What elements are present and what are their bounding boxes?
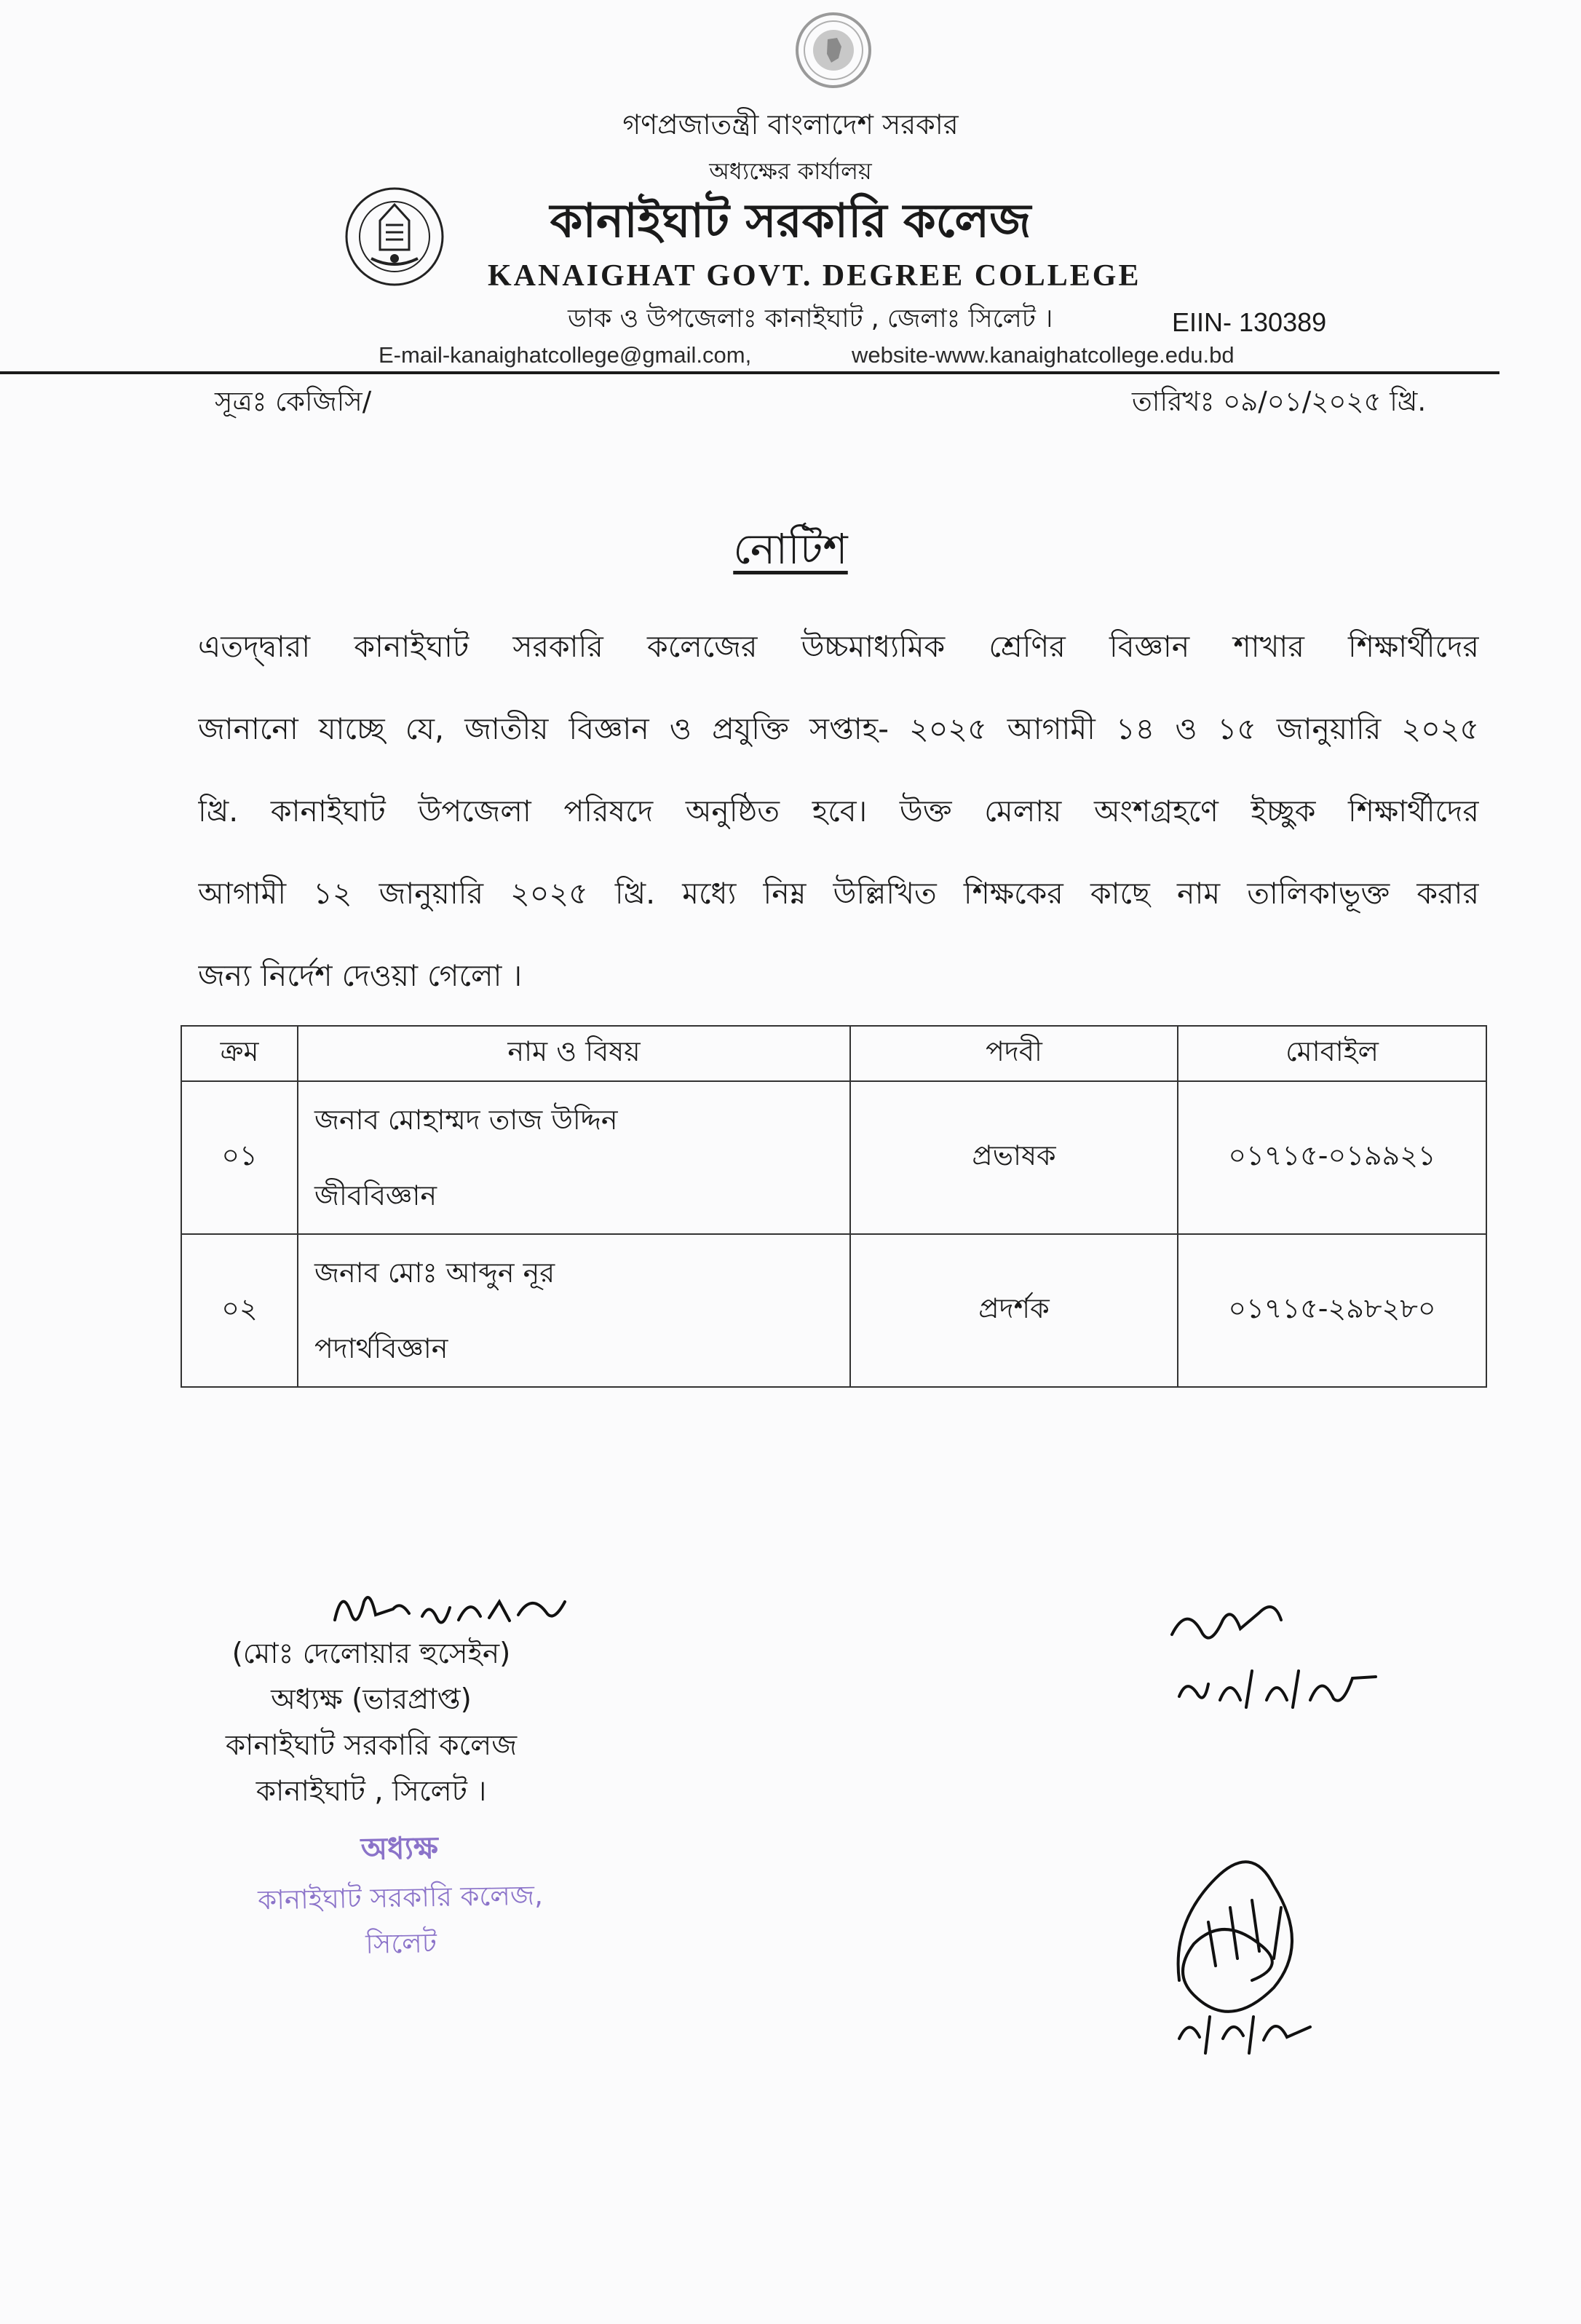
principal-signature (328, 1580, 575, 1638)
teacher-subject: জীববিজ্ঞান (314, 1179, 437, 1212)
notice-line: জন্য নির্দেশ দেওয়া গেলো । (198, 958, 523, 993)
college-name-bangla: কানাইঘাট সরকারি কলেজ (550, 194, 1031, 248)
header-name-subject: নাম ও বিষয় (298, 1026, 850, 1081)
eiin-number: EIIN- 130389 (1172, 307, 1327, 337)
teacher-table (181, 1025, 1487, 1388)
government-line: গণপ্রজাতন্ত্রী বাংলাদেশ সরকার (622, 108, 959, 141)
table-row (181, 1081, 1486, 1234)
notice-date: তারিখঃ ০৯/০১/২০২৫ খ্রি. (1132, 386, 1427, 417)
notice-line: আগামী ১২ জানুয়ারি ২০২৫ খ্রি. মধ্যে নিম্ন উল্লিখিত শিক্ষকের কাছে নাম তালিকাভূক্ত করার (198, 876, 1479, 911)
table-row (181, 1234, 1486, 1387)
header-mobile: মোবাইল (1178, 1026, 1486, 1081)
table-header-row (181, 1026, 1486, 1081)
signatory-block (189, 1631, 553, 1814)
reference-number: সূত্রঃ কেজিসি/ (215, 386, 372, 417)
countersignature-initials (1165, 1591, 1405, 1715)
notice-line: জানানো যাচ্ছে যে, জাতীয় বিজ্ঞান ও প্রযুক্তি সপ্তাহ- ২০২৫ আগামী ১৪ ও ১৫ জানুয়ারি ২০২৫ (198, 711, 1479, 746)
header-designation: পদবী (850, 1026, 1178, 1081)
notice-line: খ্রি. কানাইঘাট উপজেলা পরিষদে অনুষ্ঠিত হবে। উক্ত মেলায় অংশগ্রহণে ইচ্ছুক শিক্ষার্থীদের (198, 794, 1479, 829)
mobile-cell: ০১৭১৫-২৯৮২৮০ (1178, 1234, 1486, 1387)
stamp-title: অধ্যক্ষ (360, 1830, 439, 1867)
countersignature-scribble (1165, 1835, 1332, 2060)
college-address: ডাক ও উপজেলাঃ কানাইঘাট , জেলাঃ সিলেট । (568, 304, 1053, 333)
teacher-name: জনাব মোঃ আব্দুন নূর (314, 1257, 555, 1289)
signatory-title: অধ্যক্ষ (ভারপ্রাপ্ত) (271, 1683, 472, 1716)
signatory-place: কানাইঘাট , সিলেট । (255, 1775, 487, 1808)
name-subject-cell (298, 1081, 850, 1234)
notice-line: এতদ্দ্বারা কানাইঘাট সরকারি কলেজের উচ্চমাধ্যমিক শ্রেণির বিজ্ঞান শাখার শিক্ষার্থীদের (198, 629, 1479, 664)
college-website: website-www.kanaighatcollege.edu.bd (852, 342, 1235, 368)
college-email: E-mail-kanaighatcollege@gmail.com, (379, 342, 752, 368)
principal-stamp (217, 1822, 583, 1972)
name-subject-cell (298, 1234, 850, 1387)
stamp-college: কানাইঘাট সরকারি কলেজ, সিলেট (257, 1879, 544, 1960)
office-line: অধ্যক্ষের কার্যালয় (709, 157, 872, 185)
designation-cell: প্রদর্শক (850, 1234, 1178, 1387)
notice-title: নোটিশ (733, 524, 848, 574)
signatory-name: (মোঃ দেলোয়ার হুসেইন) (231, 1637, 511, 1670)
header-divider (0, 371, 1499, 374)
header-serial: ক্রম (181, 1026, 298, 1081)
teacher-subject: পদার্থবিজ্ঞান (314, 1332, 448, 1364)
college-name-english: KANAIGHAT GOVT. DEGREE COLLEGE (488, 259, 1141, 293)
government-seal-icon (793, 10, 873, 90)
mobile-cell: ০১৭১৫-০১৯৯২১ (1178, 1081, 1486, 1234)
teacher-name: জনাব মোহাম্মদ তাজ উদ্দিন (314, 1104, 618, 1136)
signatory-college: কানাইঘাট সরকারি কলেজ (225, 1729, 518, 1762)
serial-cell: ০১ (181, 1081, 298, 1234)
serial-cell: ০২ (181, 1234, 298, 1387)
designation-cell: প্রভাষক (850, 1081, 1178, 1234)
notice-body (198, 617, 1479, 1029)
